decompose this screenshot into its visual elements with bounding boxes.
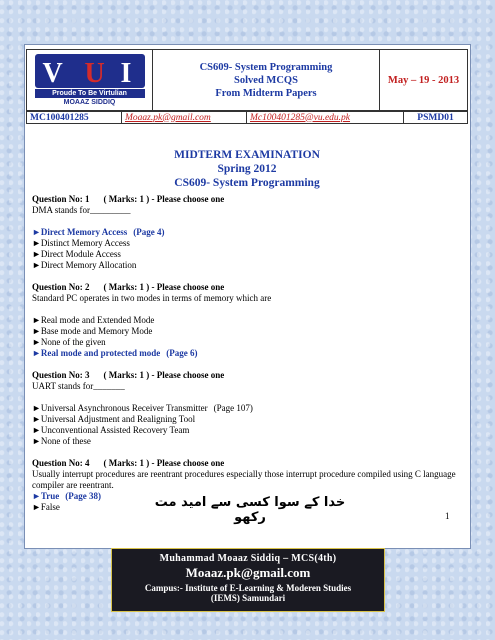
exam-title-line-2: Spring 2012: [217, 163, 277, 175]
vu-logo: [29, 51, 151, 109]
email-link-2[interactable]: Mc100401285@vu.edu.pk: [247, 112, 404, 124]
question-list: [32, 194, 462, 513]
option: ►None of these: [32, 436, 91, 446]
author-footer-banner: [111, 548, 385, 612]
footer-campus: Campus:- Institute of E-Learning & Moderen Studies: [144, 583, 352, 593]
question-text: Usually interrupt procedures are reentrant procedures especially those interrupt procedure compiled using C language compiler are reentrant.: [32, 469, 456, 490]
question-number: Question No: 2: [32, 282, 90, 292]
question-marks: ( Marks: 1 ) - Please choose one: [103, 370, 225, 380]
logo-mark: [35, 54, 145, 88]
title-line-3: From Midterm Papers: [215, 87, 317, 99]
question-text: UART stands for_______: [32, 381, 125, 391]
urdu-motto: خدا کے سوا کسی سے امید مت رکھو: [154, 495, 346, 525]
page-ref: (Page 4): [133, 227, 165, 237]
footer-campus-location: (IEMS) Samundari: [210, 593, 286, 603]
exam-title-line-1: MIDTERM EXAMINATION: [174, 149, 320, 161]
page-number: 1: [445, 511, 450, 521]
logo-letter-v: V: [42, 58, 61, 89]
info-table: [26, 111, 468, 124]
option: ►False: [32, 502, 60, 512]
question-number: Question No: 1: [32, 194, 90, 204]
option: ►Direct Module Access: [32, 249, 121, 259]
page-ref: (Page 38): [65, 491, 101, 501]
option: ►Base mode and Memory Mode: [32, 326, 153, 336]
logo-tagline: Proude To Be Virtulian: [35, 89, 145, 98]
document-title: [153, 50, 380, 111]
title-line-1: CS609- System Programming: [199, 61, 333, 73]
footer-author: Muhammad Moaaz Siddiq – MCS(4th): [159, 553, 337, 564]
question-text: DMA stands for_________: [32, 205, 131, 215]
option-correct: ►Universal Asynchronous Receiver Transmitter (Page 107): [32, 403, 253, 413]
logo-letter-u: U: [84, 58, 103, 89]
title-line-2: Solved MCQS: [234, 74, 298, 86]
question-marks: ( Marks: 1 ) - Please choose one: [103, 194, 225, 204]
question-header: [32, 370, 462, 381]
option: ►Real mode and Extended Mode: [32, 315, 155, 325]
page-ref: (Page 6): [166, 348, 198, 358]
question-header: [32, 194, 462, 205]
option-correct: ►Direct Memory Access (Page 4): [32, 227, 165, 237]
exam-title: [26, 148, 468, 190]
email-link-1[interactable]: Moaaz.pk@gmail.com: [122, 112, 247, 124]
student-id: MC100401285: [27, 112, 122, 124]
footer-email: Moaaz.pk@gmail.com: [185, 565, 311, 580]
question-text: Standard PC operates in two modes in terms of memory which are: [32, 293, 272, 303]
question-marks: ( Marks: 1 ) - Please choose one: [103, 282, 225, 292]
question-header: [32, 458, 462, 469]
document-date: May – 19 - 2013: [380, 50, 468, 111]
option: ►Universal Adjustment and Realigning Tool: [32, 414, 196, 424]
question-header: [32, 282, 462, 293]
paper-code: PSMD01: [404, 112, 468, 124]
option: ►Unconventional Assisted Recovery Team: [32, 425, 190, 435]
exam-title-line-3: CS609- System Programming: [174, 177, 320, 189]
option: ►None of the given: [32, 337, 106, 347]
page-ref: (Page 107): [213, 403, 253, 413]
question-number: Question No: 3: [32, 370, 90, 380]
logo-name: MOAAZ SIDDIQ: [63, 99, 116, 106]
question-marks: ( Marks: 1 ) - Please choose one: [103, 458, 225, 468]
option-correct: ►Real mode and protected mode (Page 6): [32, 348, 198, 358]
logo-cell: [27, 50, 153, 111]
option-correct: ►True (Page 38): [32, 491, 101, 501]
logo-letter-i: I: [120, 58, 130, 89]
question-number: Question No: 4: [32, 458, 90, 468]
header-table: [26, 49, 468, 111]
option: ►Direct Memory Allocation: [32, 260, 137, 270]
option: ►Distinct Memory Access: [32, 238, 130, 248]
